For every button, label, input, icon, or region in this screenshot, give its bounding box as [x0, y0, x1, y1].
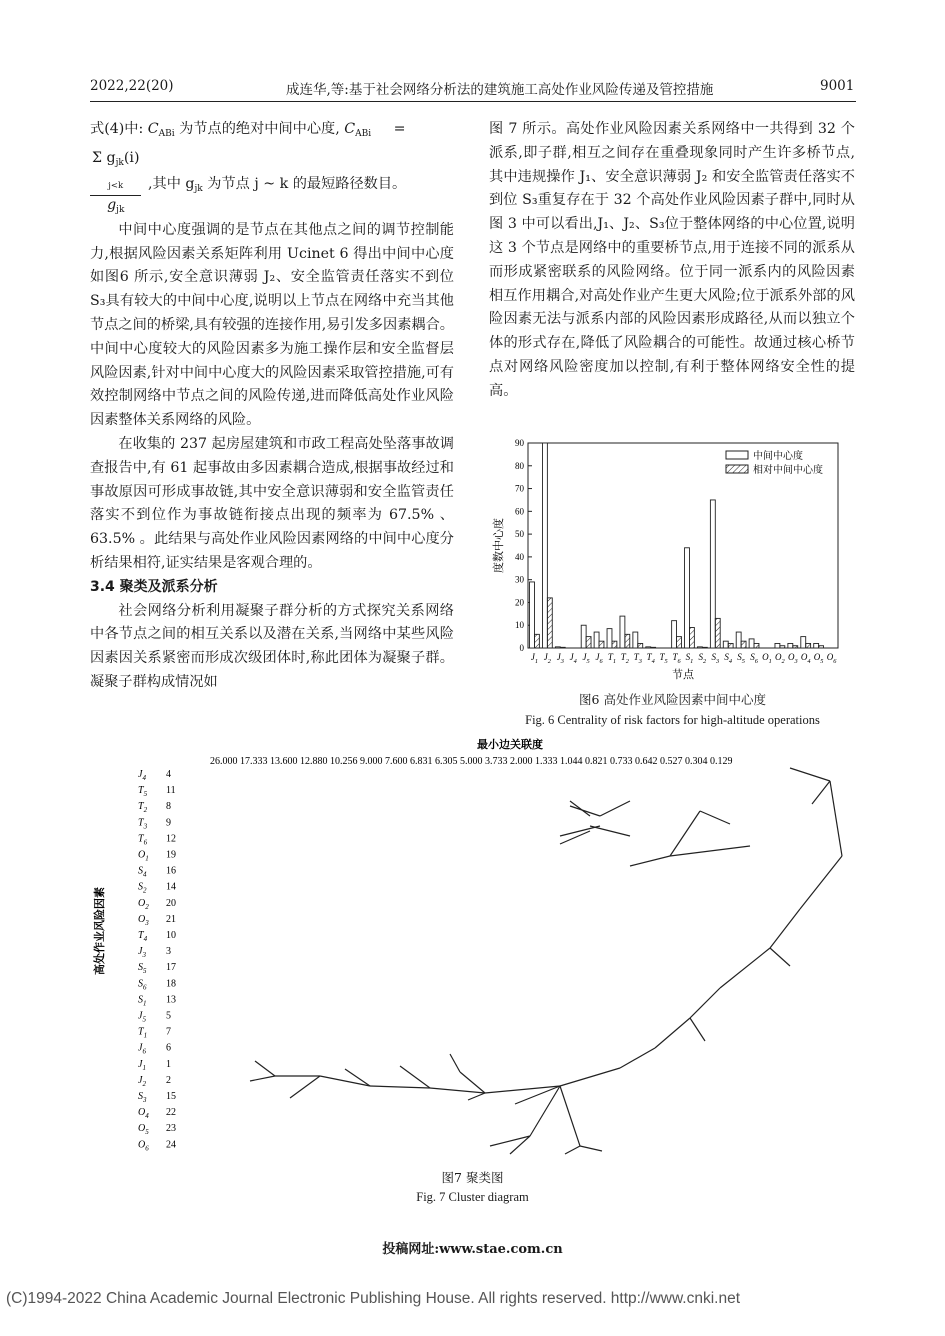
- eq-symbol-2: C: [344, 121, 356, 137]
- bar-relative-centrality: [741, 641, 746, 648]
- dendrogram-branch: [400, 1066, 430, 1088]
- dendrogram-branch: [530, 1086, 560, 1136]
- paragraph-3: 社会网络分析利用凝聚子群分析的方式探究关系网络中各节点之间的相互关系以及潜在关系,当网络中某些风险因素因关系紧密而形成次级团体时,称此团体为凝聚子群。凝聚子群构成情况如: [90, 602, 454, 690]
- leaf-number: 10: [166, 930, 176, 941]
- x-tick-label: $T_5$: [659, 652, 668, 665]
- leaf-number: 12: [166, 833, 176, 845]
- bar-relative-centrality: [560, 647, 565, 648]
- leaf-number: 4: [166, 769, 171, 780]
- x-tick-label: $S_1$: [685, 652, 694, 665]
- leaf-number: 23: [166, 1123, 176, 1135]
- y-axis-label: 度数中心度: [493, 518, 505, 573]
- dendrogram-branch: [790, 768, 830, 781]
- leaf-label: $T_6$: [138, 833, 148, 847]
- dendrogram-branch: [620, 1048, 655, 1068]
- dendrogram-branch: [565, 1146, 580, 1154]
- leaf-label: $S_6$: [138, 978, 147, 992]
- bar-centrality: [633, 632, 638, 648]
- legend-label-centrality: 中间中心度: [753, 451, 803, 462]
- x-tick-label: $J_4$: [569, 652, 577, 665]
- bar-centrality: [620, 616, 625, 648]
- bar-relative-centrality: [547, 598, 552, 648]
- leaf-number: 20: [166, 897, 176, 909]
- dendrogram-branch: [700, 811, 730, 824]
- bar-centrality: [788, 643, 793, 648]
- x-tick-label: $O_1$: [762, 652, 772, 665]
- leaf-label: $O_5$: [138, 1123, 149, 1137]
- paragraph-2: 在收集的 237 起房屋建筑和市政工程高处坠落事故调查报告中,有 61 起事故由多因素耦合造成,根据事故经过和事故原因可形成事故链,其中安全意识薄弱和安全监管责任落实不到位作为事故链衔接点出现的频率为 67.5% 、63.5% 。此结果与高处作业风险因素网络的中间中心度分析结果相符,证实结果是客观合理的。: [90, 435, 454, 571]
- dendrogram-branch: [812, 781, 830, 804]
- frac-num-i: (i): [123, 149, 140, 166]
- bar-centrality: [607, 629, 612, 648]
- leaf-number: 18: [166, 978, 176, 990]
- leaf-label: $S_5$: [138, 962, 147, 976]
- x-axis-label: 节点: [672, 669, 694, 681]
- dendrogram-branch: [630, 856, 670, 866]
- leaf-number: 17: [166, 962, 176, 974]
- dendrogram-y-label: 高处作业风险因素: [94, 887, 106, 975]
- bar-relative-centrality: [689, 628, 694, 649]
- leaf-number: 21: [166, 913, 176, 925]
- leaf-number: 15: [166, 1091, 176, 1102]
- y-tick-label: 80: [515, 460, 524, 471]
- leaf-label: $J_5$: [138, 1010, 146, 1024]
- fraction: [90, 149, 141, 219]
- x-tick-label: $J_3$: [556, 652, 564, 665]
- bar-relative-centrality: [728, 643, 733, 648]
- bar-relative-centrality: [651, 647, 656, 648]
- leaf-number: 9: [166, 817, 171, 829]
- eq-after: ,其中 g: [148, 175, 195, 192]
- leaf-label: $J_2$: [138, 1074, 146, 1088]
- x-tick-label: $T_4$: [646, 652, 655, 665]
- x-tick-label: $T_6$: [672, 652, 681, 665]
- level-values: 26.000 17.333 13.600 12.880 10.256 9.000 7.600 6.831 6.305 5.000 3.733 2.000 1.333 1.044 0.821 0.733 0.642 0.527 0.304 0.129: [210, 756, 733, 767]
- frac-num-sub: jk: [115, 157, 124, 168]
- x-tick-label: $T_1$: [607, 652, 617, 665]
- leaf-label: $O_4$: [138, 1107, 149, 1121]
- leaf-label: $S_2$: [138, 881, 147, 895]
- leaf-number: 22: [166, 1107, 176, 1119]
- bar-relative-centrality: [638, 643, 643, 648]
- dendrogram-branch: [250, 1076, 275, 1081]
- bar-centrality: [685, 548, 690, 648]
- equation-fraction-line: [90, 149, 454, 219]
- legend-swatch-centrality: [726, 451, 748, 459]
- frac-sum-sub: j<k: [108, 180, 124, 191]
- leaf-number: 11: [166, 785, 176, 797]
- bar-relative-centrality: [780, 646, 785, 648]
- dendrogram-branch: [720, 948, 770, 988]
- dendrogram-plot: [92, 737, 842, 1154]
- bar-centrality: [646, 647, 651, 648]
- fig7-caption-cn: 图7 聚类图: [441, 1170, 504, 1185]
- fig6-caption-cn: 图6 高处作业风险因素中间中心度: [579, 692, 766, 707]
- leaf-number: 1: [166, 1058, 171, 1070]
- leaf-number: 14: [166, 881, 176, 893]
- leaf-number: 7: [166, 1026, 171, 1038]
- dendrogram-branch: [800, 856, 842, 909]
- y-tick-label: 10: [515, 620, 524, 631]
- leaf-label: $O_1$: [138, 849, 149, 863]
- eq-text-a: 式(4)中:: [90, 121, 144, 137]
- bar-centrality: [672, 621, 677, 648]
- leaf-label: $O_6$: [138, 1139, 149, 1153]
- leaf-number: 6: [166, 1042, 171, 1054]
- fig7-caption-en: Fig. 7 Cluster diagram: [416, 1190, 529, 1204]
- centrality-bar-chart: [490, 438, 855, 686]
- bar-relative-centrality: [806, 643, 811, 648]
- x-tick-label: $J_2$: [543, 652, 551, 665]
- bar-centrality: [775, 643, 780, 648]
- leaf-label: $O_3$: [138, 913, 149, 927]
- submission-url[interactable]: 投稿网址:www.stae.com.cn: [382, 1242, 563, 1257]
- dendrogram-branch: [580, 1146, 602, 1151]
- leaf-number: 8: [166, 801, 171, 813]
- leaf-label: $S_4$: [138, 865, 147, 879]
- bar-centrality: [710, 500, 715, 648]
- leaf-number: 5: [166, 1010, 171, 1022]
- y-tick-label: 70: [515, 483, 524, 494]
- eq-text-b: 为节点的绝对中间中心度,: [179, 121, 340, 137]
- x-tick-label: $O_3$: [787, 652, 798, 665]
- dendrogram-branch: [430, 1088, 485, 1093]
- leaf-number: 19: [166, 849, 176, 861]
- bar-centrality: [594, 632, 599, 648]
- bar-centrality: [555, 647, 560, 648]
- leaf-label: $T_1$: [138, 1026, 148, 1040]
- page-number: 9001: [820, 78, 855, 94]
- leaf-label: $T_3$: [138, 817, 148, 831]
- x-tick-label: $S_4$: [724, 652, 733, 665]
- dendrogram-branch: [255, 1061, 275, 1076]
- y-tick-label: 40: [515, 551, 524, 562]
- dendrogram-branch: [770, 909, 800, 948]
- dendrogram-branch: [670, 846, 750, 856]
- x-tick-label: $S_5$: [737, 652, 745, 665]
- section-heading: 3.4 聚类及派系分析: [90, 578, 218, 595]
- bar-centrality: [801, 637, 806, 648]
- eq-after-sub: jk: [194, 183, 203, 194]
- fraction-numerator: [90, 149, 141, 196]
- frac-den: g: [107, 196, 117, 213]
- leaf-number: 24: [166, 1139, 176, 1151]
- y-tick-label: 90: [515, 438, 524, 448]
- dendrogram-branch: [570, 801, 590, 816]
- bar-relative-centrality: [819, 646, 824, 648]
- eq-symbol: C: [147, 121, 159, 137]
- leaf-label: $S_3$: [138, 1091, 147, 1104]
- y-tick-label: 20: [515, 597, 524, 608]
- left-column: [90, 118, 454, 695]
- running-title: 成连华,等:基于社会网络分析法的建筑施工高处作业风险传递及管控措施: [286, 82, 714, 98]
- bar-centrality: [723, 641, 728, 648]
- x-tick-label: $J_1$: [530, 652, 539, 665]
- dendrogram-branch: [370, 1086, 430, 1088]
- frac-num-text: Σ g: [92, 149, 116, 166]
- right-column: [489, 118, 855, 404]
- dendrogram-branch: [468, 1093, 485, 1100]
- bar-relative-centrality: [625, 634, 630, 648]
- bar-relative-centrality: [586, 637, 591, 648]
- cluster-dendrogram: [90, 736, 855, 1161]
- leaf-number: 13: [166, 994, 176, 1006]
- fig6-caption-en: Fig. 6 Centrality of risk factors for high-altitude operations: [525, 713, 820, 727]
- y-tick-label: 50: [515, 529, 524, 540]
- leaf-label: $J_3$: [138, 946, 146, 960]
- leaf-label: $T_4$: [138, 930, 148, 943]
- y-tick-label: 60: [515, 506, 524, 517]
- leaf-label: $T_5$: [138, 785, 148, 799]
- eq-after-rest: 为节点 j ~ k 的最短路径数目。: [207, 175, 407, 192]
- dendrogram-branch: [560, 831, 590, 844]
- bar-centrality: [736, 632, 741, 648]
- x-tick-label: $O_6$: [826, 652, 837, 665]
- dendrogram-branch: [690, 1018, 705, 1041]
- paragraph-1: 中间中心度强调的是节点在其他点之间的调节控制能力,根据风险因素关系矩阵利用 Ucinet 6 得出中间中心度如图6 所示,安全意识薄弱 J₂、安全监管责任落实不到位 S₃具有较大的中间中心度,说明以上节点在网络中充当其他节点之间的桥梁,具有较强的连接作用,易引发多因素耦合。中间中心度较大的风险因素多为施工操作层和安全监督层风险因素,针对中间中心度大的风险因素采取管控措施,可有效控制网络中节点之间的风险传递,进而降低高处作业风险因素整体关系网络的风险。: [90, 221, 454, 429]
- legend-swatch-relative: [726, 465, 748, 473]
- bar-relative-centrality: [599, 641, 604, 648]
- x-tick-label: $S_2$: [698, 652, 707, 665]
- bar-relative-centrality: [612, 641, 617, 648]
- eq-symbol-sub: ABi: [158, 129, 175, 139]
- x-tick-label: $T_2$: [620, 652, 629, 665]
- frac-den-sub: jk: [116, 204, 125, 215]
- x-tick-label: $T_3$: [633, 652, 642, 665]
- dendrogram-axis-title: 最小边关联度: [477, 739, 543, 751]
- leaf-label: $J_6$: [138, 1042, 146, 1056]
- leaf-number: 3: [166, 946, 171, 958]
- eq-symbol-2-sub: ABi: [355, 129, 372, 139]
- leaf-number: 2: [166, 1074, 171, 1086]
- dendrogram-branch: [770, 948, 790, 966]
- header-rule: [90, 101, 856, 102]
- dendrogram-branch: [450, 1054, 460, 1072]
- dendrogram-branch: [690, 988, 720, 1018]
- bar-relative-centrality: [702, 647, 707, 648]
- bar-centrality: [542, 443, 547, 648]
- dendrogram-branch: [560, 826, 600, 836]
- dendrogram-branch: [830, 781, 842, 856]
- dendrogram-branch: [460, 1072, 485, 1093]
- dendrogram-branch: [560, 1068, 620, 1086]
- bar-centrality: [581, 625, 586, 648]
- legend-label-relative: 相对中间中心度: [753, 465, 823, 476]
- bar-centrality: [530, 582, 535, 648]
- dendrogram-branch: [655, 1018, 690, 1048]
- dendrogram-branch: [290, 1076, 320, 1098]
- x-tick-label: $O_4$: [800, 652, 811, 665]
- x-tick-label: $J_6$: [595, 652, 603, 665]
- bar-relative-centrality: [793, 646, 798, 648]
- x-tick-label: $S_6$: [750, 652, 758, 665]
- leaf-label: $J_4$: [138, 769, 146, 782]
- bar-centrality: [697, 647, 702, 648]
- leaf-number: 16: [166, 865, 176, 877]
- x-tick-label: $O_5$: [813, 652, 824, 665]
- x-tick-label: $O_2$: [775, 652, 785, 665]
- dendrogram-branch: [560, 1086, 580, 1146]
- dendrogram-branch: [485, 1086, 560, 1093]
- bar-relative-centrality: [534, 634, 539, 648]
- eq-equals: =: [393, 121, 406, 137]
- equation-line: [90, 118, 454, 147]
- fraction-denominator: [90, 196, 141, 219]
- bar-centrality: [814, 643, 819, 648]
- leaf-label: $S_1$: [138, 994, 147, 1008]
- bar-relative-centrality: [715, 618, 720, 648]
- chart-plot: [491, 438, 838, 681]
- journal-issue: 2022,22(20): [90, 78, 174, 94]
- dendrogram-branch: [600, 801, 630, 816]
- leaf-label: $O_2$: [138, 897, 149, 911]
- x-tick-label: $J_5$: [582, 652, 590, 665]
- paragraph-right: 图 7 所示。高处作业风险因素关系网络中一共得到 32 个派系,即子群,相互之间存在重叠现象同时产生许多桥节点,其中违规操作 J₁、安全意识薄弱 J₂ 和安全监管责任落实不到位 S₃重复存在于 32 个高处作业风险因素子群中,同时从图 3 中可以看出,J₁、J₂、S₃位于整体网络的中心位置,说明这 3 个节点是网络中的重要桥节点,用于连接不同的派系从而形成紧密联系的风险网络。位于同一派系内的风险因素相互作用耦合,对高处作业产生更大风险;位于派系外部的风险因素无法与派系内部的风险因素形成路径,从而以独立个体的形式存在,降低了风险耦合的可能性。故通过核心桥节点对网络风险密度加以控制,有利于整体网络安全性的提高。: [489, 121, 855, 399]
- bar-relative-centrality: [754, 643, 759, 648]
- y-tick-label: 0: [519, 643, 524, 653]
- dendrogram-branch: [570, 806, 600, 816]
- y-tick-label: 30: [515, 574, 524, 585]
- bar-centrality: [749, 639, 754, 648]
- dendrogram-branch: [670, 811, 700, 856]
- x-tick-label: $S_3$: [711, 652, 720, 665]
- leaf-label: $J_1$: [138, 1058, 146, 1072]
- leaf-label: $T_2$: [138, 801, 148, 815]
- copyright-notice: (C)1994-2022 China Academic Journal Electronic Publishing House. All rights reserved. http://www.cnki.net: [6, 1290, 741, 1307]
- bar-relative-centrality: [677, 637, 682, 648]
